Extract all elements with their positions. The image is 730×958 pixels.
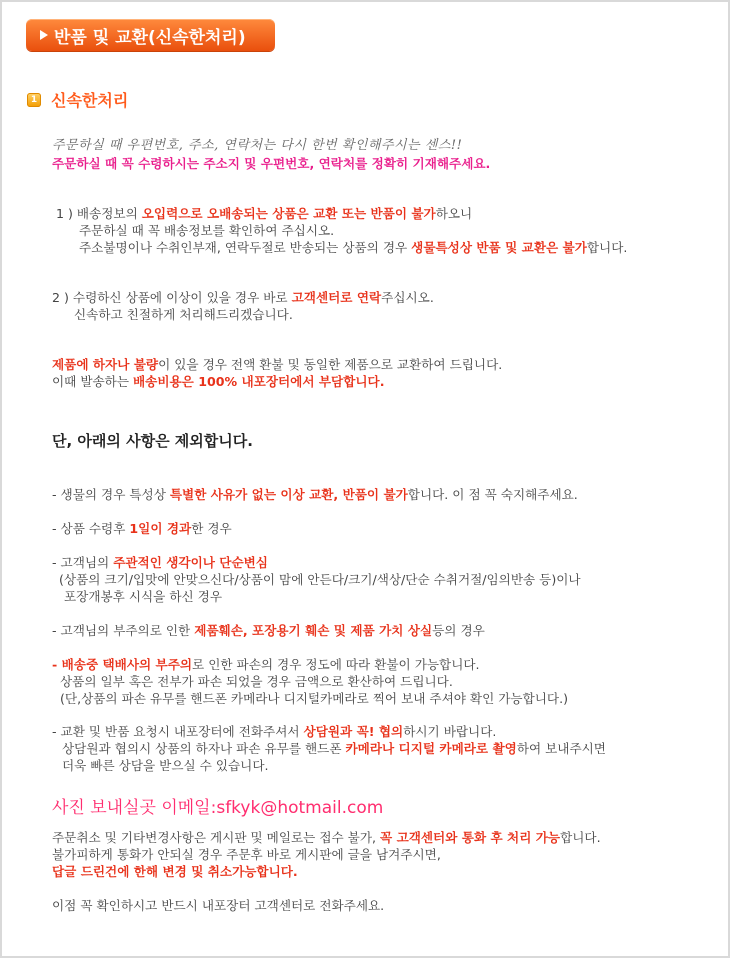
- exceptions-heading: 단, 아래의 사항은 제외합니다.: [52, 432, 253, 450]
- defect-line2: 이때 발송하는 배송비용은 100% 내포장터에서 부담합니다.: [52, 374, 385, 389]
- section-tab: [26, 19, 275, 51]
- item2-line2: 신속하고 친절하게 처리해드리겠습니다.: [74, 307, 293, 322]
- footer-line1: 주문취소 및 기타변경사항은 게시판 및 메일로는 접수 불가, 꼭 고객센터와 통화 후 처리 가능합니다.: [52, 830, 601, 845]
- exception-6-line3: 더욱 빠른 상담을 받으실 수 있습니다.: [62, 758, 269, 773]
- footer-line2: 불가피하게 통화가 안되실 경우 주문후 바로 게시판에 글을 남겨주시면,: [52, 847, 441, 862]
- exception-3: - 고객님의 주관적인 생각이나 단순변심: [52, 555, 268, 570]
- defect-line1: 제품에 하자나 불량이 있을 경우 전액 환불 및 동일한 제품으로 교환하여 드립니다.: [52, 357, 503, 372]
- exception-1: - 생물의 경우 특성상 특별한 사유가 없는 이상 교환, 반품이 불가합니다. 이 점 꼭 숙지해주세요.: [52, 487, 578, 502]
- photo-email-line: 사진 보내실곳 이메일:sfkyk@hotmail.com: [52, 798, 384, 818]
- footer-line3: 답글 드린건에 한해 변경 및 취소가능합니다.: [52, 864, 298, 879]
- section-tab-label: 반품 및 교환(신속한처리): [54, 27, 246, 48]
- number-badge-icon: 1: [27, 93, 41, 107]
- exception-5: - 배송중 택배사의 부주의로 인한 파손의 경우 정도에 따라 환불이 가능합니다.: [52, 657, 480, 672]
- exception-3-line3: 포장개봉후 시식을 하신 경우: [64, 589, 222, 604]
- exception-6: - 교환 및 반품 요청시 내포장터에 전화주셔서 상담원과 꼭! 협의하시기 바랍니다.: [52, 724, 497, 739]
- handwritten-notice: 주문하실 때 우편번호, 주소, 연락처는 다시 한번 확인해주시는 센스!!: [52, 138, 463, 153]
- item1-line1: 1 ) 배송정보의 오입력으로 오배송되는 상품은 교환 또는 반품이 불가하오니: [56, 206, 473, 221]
- exception-2: - 상품 수령후 1일이 경과한 경우: [52, 521, 232, 536]
- footer-line4: 이점 꼭 확인하시고 반드시 내포장터 고객센터로 전화주세요.: [52, 898, 385, 913]
- exception-5-line2: 상품의 일부 혹은 전부가 파손 되었을 경우 금액으로 환산하여 드립니다.: [60, 674, 453, 689]
- exception-5-line3: (단,상품의 파손 유무를 핸드폰 카메라나 디지털카메라로 찍어 보내 주셔야 확인 가능합니다.): [60, 691, 568, 706]
- subsection-title-text: 신속한처리: [51, 91, 129, 110]
- emphasis-notice: 주문하실 때 꼭 수령하시는 주소지 및 우편번호, 연락처를 정확히 기재해주세요.: [52, 156, 491, 171]
- item1-line2: 주문하실 때 꼭 배송정보를 확인하여 주십시오.: [79, 223, 335, 238]
- exception-4: - 고객님의 부주의로 인한 제품훼손, 포장용기 훼손 및 제품 가치 상실등의 경우: [52, 623, 485, 638]
- item1-line3: 주소불명이나 수취인부재, 연락두절로 반송되는 상품의 경우 생물특성상 반품 및 교환은 불가합니다.: [79, 240, 628, 255]
- triangle-arrow-icon: [40, 30, 48, 40]
- item2-line1: 2 ) 수령하신 상품에 이상이 있을 경우 바로 고객센터로 연락주십시오.: [52, 290, 434, 305]
- exception-3-line2: (상품의 크기/입맛에 안맞으신다/상품이 맘에 안든다/크기/색상/단순 수취거절/임의반송 등)이나: [59, 572, 581, 587]
- subsection-title: [27, 88, 128, 111]
- exception-6-line2: 상담원과 협의시 상품의 하자나 파손 유무를 핸드폰 카메라나 디지털 카메라로 촬영하여 보내주시면: [62, 741, 606, 756]
